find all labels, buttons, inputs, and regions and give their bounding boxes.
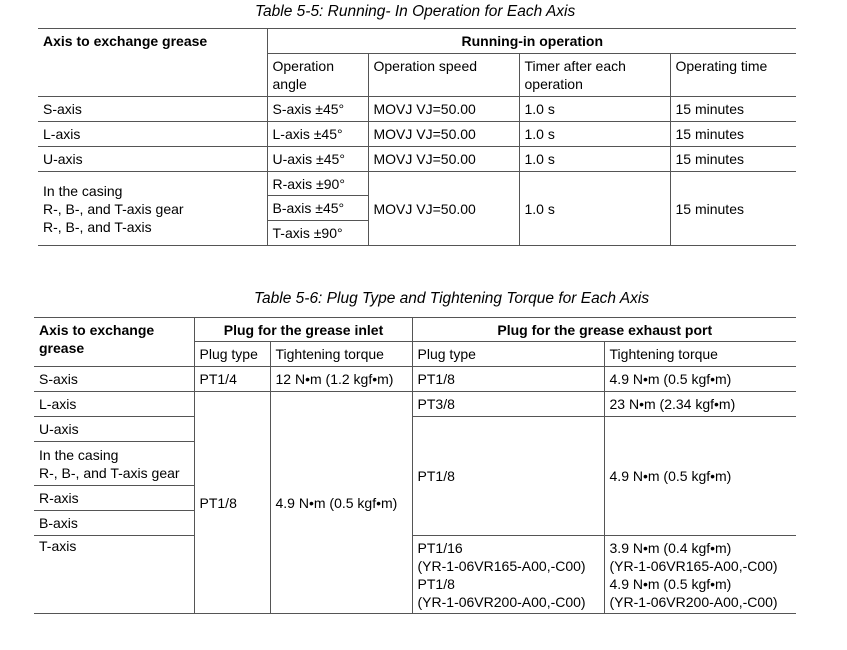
cell-angle: B-axis ±45° — [267, 196, 368, 221]
cell-exhaust-torque-t: 3.9 N•m (0.4 kgf•m) (YR-1-06VR165-A00,-C00) 4.9 N•m (0.5 kgf•m) (YR-1-06VR200-A00,-C00) — [604, 536, 796, 614]
cell-speed: MOVJ VJ=50.00 — [368, 122, 519, 147]
cell-timer: 1.0 s — [519, 122, 670, 147]
header-running-in: Running-in operation — [267, 29, 796, 54]
cell-time: 15 minutes — [670, 97, 796, 122]
header-inlet-plug-type: Plug type — [194, 342, 270, 367]
cell-exhaust-plug-t: PT1/16 (YR-1-06VR165-A00,-C00) PT1/8 (YR-1-06VR200-A00,-C00) — [412, 536, 604, 614]
cell-angle: L-axis ±45° — [267, 122, 368, 147]
table-row — [38, 172, 796, 196]
cell-exhaust-torque: 23 N•m (2.34 kgf•m) — [604, 392, 796, 417]
cell-axis: S-axis — [38, 97, 267, 122]
table-5-5-caption: Table 5-5: Running- In Operation for Each Axis — [255, 3, 576, 20]
running-in-table — [38, 28, 796, 246]
plug-type-table — [34, 317, 796, 614]
cell-inlet-torque: 12 N•m (1.2 kgf•m) — [270, 367, 412, 392]
header-angle: Operation angle — [267, 54, 368, 97]
cell-axis: T-axis — [34, 536, 194, 614]
cell-exhaust-plug: PT1/8 — [412, 417, 604, 536]
header-speed: Operation speed — [368, 54, 519, 97]
cell-axis-casing: In the casing R-, B-, and T-axis gear R-, B-, and T-axis — [38, 172, 267, 246]
cell-speed: MOVJ VJ=50.00 — [368, 97, 519, 122]
cell-axis: L-axis — [34, 392, 194, 417]
header-time: Operating time — [670, 54, 796, 97]
cell-axis: R-axis — [34, 486, 194, 511]
cell-exhaust-torque: 4.9 N•m (0.5 kgf•m) — [604, 417, 796, 536]
header-inlet-torque: Tightening torque — [270, 342, 412, 367]
table-row — [38, 147, 796, 172]
table-5-6-caption: Table 5-6: Plug Type and Tightening Torque for Each Axis — [254, 290, 650, 307]
cell-exhaust-plug: PT1/8 — [412, 367, 604, 392]
table-row — [34, 367, 796, 392]
cell-exhaust-plug: PT3/8 — [412, 392, 604, 417]
cell-inlet-torque: 4.9 N•m (0.5 kgf•m) — [270, 392, 412, 614]
cell-timer: 1.0 s — [519, 172, 670, 246]
cell-time: 15 minutes — [670, 122, 796, 147]
table-row — [34, 417, 796, 442]
cell-angle: R-axis ±90° — [267, 172, 368, 196]
cell-axis-casing: In the casing R-, B-, and T-axis gear — [34, 442, 194, 486]
header-exhaust-plug-type: Plug type — [412, 342, 604, 367]
cell-exhaust-torque: 4.9 N•m (0.5 kgf•m) — [604, 367, 796, 392]
cell-axis: U-axis — [34, 417, 194, 442]
header-axis: Axis to exchange grease — [38, 29, 267, 97]
cell-speed: MOVJ VJ=50.00 — [368, 147, 519, 172]
cell-axis: B-axis — [34, 511, 194, 536]
cell-speed: MOVJ VJ=50.00 — [368, 172, 519, 246]
header-inlet: Plug for the grease inlet — [194, 318, 412, 342]
cell-angle: S-axis ±45° — [267, 97, 368, 122]
cell-time: 15 minutes — [670, 147, 796, 172]
cell-inlet-plug: PT1/8 — [194, 392, 270, 614]
table-row — [34, 392, 796, 417]
cell-time: 15 minutes — [670, 172, 796, 246]
cell-axis: U-axis — [38, 147, 267, 172]
header-timer: Timer after each operation — [519, 54, 670, 97]
header-exhaust: Plug for the grease exhaust port — [412, 318, 796, 342]
header-axis: Axis to exchange grease — [34, 318, 194, 367]
cell-axis: S-axis — [34, 367, 194, 392]
cell-timer: 1.0 s — [519, 147, 670, 172]
cell-angle: T-axis ±90° — [267, 221, 368, 246]
cell-inlet-plug: PT1/4 — [194, 367, 270, 392]
cell-axis: L-axis — [38, 122, 267, 147]
table-row — [38, 97, 796, 122]
table-row — [34, 536, 796, 614]
table-row — [38, 122, 796, 147]
cell-angle: U-axis ±45° — [267, 147, 368, 172]
cell-timer: 1.0 s — [519, 97, 670, 122]
header-exhaust-torque: Tightening torque — [604, 342, 796, 367]
